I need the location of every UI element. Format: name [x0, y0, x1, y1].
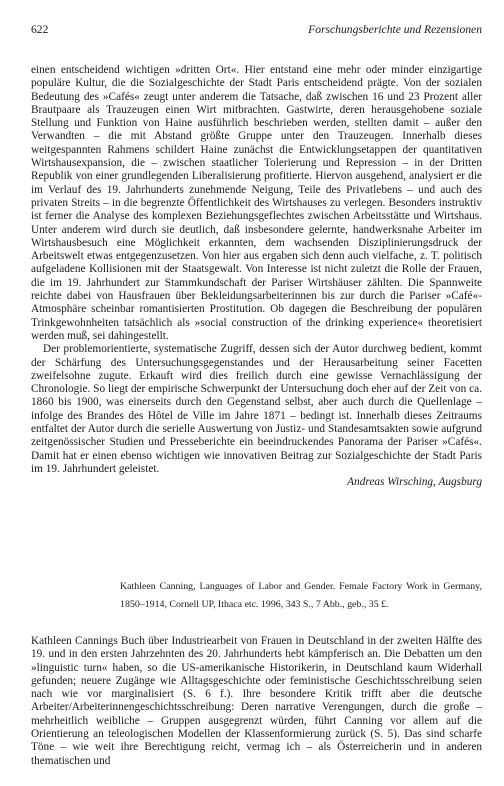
review-canning [31, 635, 482, 768]
review-paragraph: einen entscheidend wichtigen »dritten Ort«. Hier entstand eine mehr oder minder einzigartige populäre Kultur, die die Sozialgeschichte der Stadt Paris entscheidend prägte. Von der sozialen Bedeutung des »Cafés« zeugt unter anderem die Tatsache, daß zwischen 16 und 23 Prozent aller Brautpaare als Trauzeugen einen Wirt mitbrachten. Gastwirte, deren herausgehobene soziale Stellung und Funktion von Haine ausführlich beschrieben werden, stellten damit – außer den Verwandten – die mit Abstand größte Gruppe unter den Trauzeugen. Innerhalb dieses weitgespannten Rahmens schildert Haine zunächst die Entwicklungsetappen der quantitativen Wirtshausexpansion, die – zwischen staatlicher Tolerierung und Repression – in der Dritten Republik von einer grundlegenden Liberalisierung profitierte. Hiervon ausgehend, analysiert er die im Verlauf des 19. Jahrhunderts zunehmende Neigung, Teile des Privatlebens – und auch des privaten Streits – in die begrenzte Öffentlichkeit des Wirtshauses zu verlegen. Besonders instruktiv ist ferner die Analyse des komplexen Beziehungsgeflechtes zwischen Arbeitsstätte und Wirtshaus. Unter anderem wird durch sie deutlich, daß insbesondere gelernte, handwerksnahe Arbeiter im Wirtshausbesuch eine Möglichkeit erkannten, dem wachsenden Disziplinierungsdruck der Arbeitswelt etwas entgegenzusetzen. Von hier aus ergaben sich denn auch vielfache, z. T. politisch aufgeladene Kollisionen mit der Staatsgewalt. Von Interesse ist nicht zuletzt die Rolle der Frauen, die im 19. Jahrhundert zur Stammkundschaft der Pariser Wirtshäuser zählten. Die Spannweite reichte dabei von Hausfrauen über Bekleidungsarbeiterinnen bis zur durch die Pariser »Café«-Atmosphäre scheinbar romantisierten Prostitution. Ob dagegen die Beschreibung der populären Trinkgewohnheiten tatsächlich als »social construction of the drinking experience« theoretisiert werden muß, sei dahingestellt. [31, 64, 482, 342]
reviewer-signature: Andreas Wirsching, Augsburg [347, 476, 482, 489]
running-header [31, 23, 482, 37]
review-wirsching [31, 64, 482, 490]
review-paragraph: Der problemorientierte, systematische Zugriff, dessen sich der Autor durchweg bedient, kommt der Schärfung des Untersuchungsgegenstandes und der Herausarbeitung seiner Facetten zweifelsohne zugute. Erkauft wird dies freilich durch eine gewisse Vernachlässigung der Chronologie. So liegt der empirische Schwerpunkt der Untersuchung doch eher auf der Zeit von ca. 1860 bis 1900, was einerseits durch den Gegenstand selbst, aber auch durch die Quellenlage – infolge des Brandes des Hôtel de Ville im Jahre 1871 – bedingt ist. Innerhalb dieses Zeitraums entfaltet der Autor durch die serielle Auswertung von Justiz- und Standesamtsakten sowie aufgrund zeitgenössischer Studien und Presseberichte ein beeindruckendes Panorama der Pariser »Cafés«. Damit hat er einen ebenso wichtigen wie innovativen Beitrag zur Sozialgeschichte der Stadt Paris im 19. Jahrhundert geleistet. [31, 343, 482, 475]
review-paragraph: Kathleen Cannings Buch über Industriearbeit von Frauen in Deutschland in der zweiten Hälfte des 19. und in den ersten Jahrzehnten des 20. Jahrhunderts hebt kämpferisch an. Die Debatten um den »linguistic turn« haben, so die US-amerikanische Historikerin, in Deutschland kaum Widerhall gefunden; neuere Zugänge wie Alltagsgeschichte oder feministische Geschichtsschreibung seien nach wie vor marginalisiert (S. 6 f.). Ihre besondere Kritik trifft aber die deutsche Arbeiter/Arbeiterinnengeschichtsschreibung: Deren narrative Verengungen, durch die große – mehrheitlich weibliche – Gruppen ausgegrenzt würden, führt Canning vor allem auf die Orientierung an teleologischen Modellen der Klassenformierung zurück (S. 5). Das sind scharfe Töne – wie weit ihre Berechtigung reicht, vermag ich – als Österreicherin und in anderen thematischen und [31, 635, 482, 767]
bibliographic-entry: Kathleen Canning, Languages of Labor and Gender. Female Factory Work in Germany, 1850–1914, Cornell UP, Ithaca etc. 1996, 343 S., 7 Abb., geb., 35 £. [120, 581, 482, 610]
page-number: 622 [31, 23, 49, 36]
running-title: Forschungsberichte und Rezensionen [308, 23, 482, 36]
